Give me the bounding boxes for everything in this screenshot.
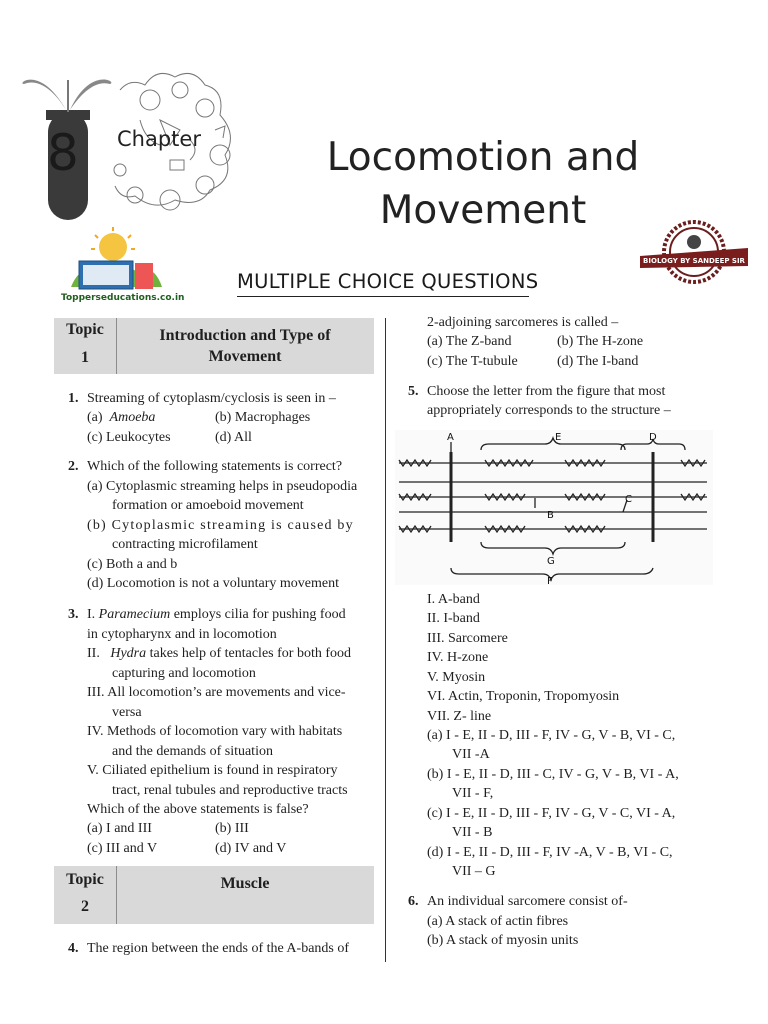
q3-statement-iv-cont: and the demands of situation [112, 744, 273, 759]
q1-option-a [87, 409, 155, 427]
q1-option-c: (c) Leukocytes [87, 430, 171, 445]
q5-list-item-7: VII. Z- line [427, 709, 492, 724]
q3-statement-ii [87, 645, 351, 663]
q6-option-a: (a) A stack of actin fibres [427, 914, 569, 929]
biology-logo-text: BIOLOGY BY SANDEEP SIR [643, 257, 745, 265]
q5-stem-cont: appropriately corresponds to the structure – [427, 403, 671, 418]
topic-2-bar [54, 866, 374, 924]
q1-option-d: (d) All [215, 430, 252, 445]
topic-2-title: Muscle [220, 875, 270, 892]
q3-ii-italic: Hydra [110, 646, 147, 661]
topic-2-label-cell [54, 866, 117, 924]
q6-option-b: (b) A stack of myosin units [427, 933, 579, 948]
q3-question: Which of the above statements is false? [87, 802, 309, 817]
topic-1-label-cell [54, 318, 117, 374]
q5-option-c-cont: VII - B [452, 825, 493, 840]
column-divider [385, 318, 386, 962]
q5-list-item-3: III. Sarcomere [427, 631, 508, 646]
q4-option-b: (b) The H-zone [557, 334, 644, 349]
q3-i-rest: employs cilia for pushing food [173, 607, 346, 622]
q3-option-a: (a) I and III [87, 821, 152, 836]
topic-1-bar [54, 318, 374, 374]
toppers-logo-text: Topperseducations.co.in [61, 293, 185, 303]
q3-ii-numeral: II. [87, 646, 100, 661]
q5-list-item-2: II. I-band [427, 611, 480, 626]
q4-option-c: (c) The T-tubule [427, 354, 518, 369]
q5-list-item-1: I. A-band [427, 592, 480, 607]
q5-option-d-cont: VII – G [452, 864, 496, 879]
chapter-label: Chapter [117, 127, 201, 151]
figure-label-b: B [547, 510, 554, 521]
q6-number: 6. [408, 894, 419, 909]
q5-option-a-cont: VII -A [452, 747, 490, 762]
chapter-title-line2: Movement [379, 188, 587, 233]
chapter-title-line1: Locomotion and [326, 135, 640, 180]
q2-option-a-cont: formation or amoeboid movement [112, 498, 304, 513]
q5-list-item-4: IV. H-zone [427, 650, 489, 665]
section-heading: MULTIPLE CHOICE QUESTIONS [237, 270, 539, 293]
q4-stem: The region between the ends of the A-bands of [87, 941, 350, 956]
q4-stem-cont: 2-adjoining sarcomeres is called – [427, 315, 619, 330]
q1-stem: Streaming of cytoplasm/cyclosis is seen in – [87, 391, 336, 406]
q3-statement-ii-cont: capturing and locomotion [112, 666, 256, 681]
biology-logo [640, 218, 748, 290]
figure-label-c: C [625, 494, 632, 505]
topic-2-label: Topic [66, 871, 104, 888]
q3-number: 3. [68, 607, 79, 622]
figure-label-e: E [555, 432, 562, 443]
q3-statement-v-cont: tract, renal tubules and reproductive tracts [112, 783, 348, 798]
q3-statement-i [87, 606, 346, 624]
q1-option-a-text: Amoeba [109, 410, 156, 425]
q3-option-b: (b) III [215, 821, 249, 836]
q2-stem: Which of the following statements is correct? [87, 459, 343, 474]
q5-option-d: (d) I - E, II - D, III - F, IV -A, V - B, VI - C, [427, 845, 673, 860]
q5-option-b: (b) I - E, II - D, III - C, IV - G, V - B, VI - A, [427, 767, 679, 782]
sarcomere-figure [395, 430, 713, 585]
figure-label-g: G [547, 556, 555, 567]
q2-option-c: (c) Both a and b [87, 557, 178, 572]
q5-option-c: (c) I - E, II - D, III - F, IV - G, V - C, VI - A, [427, 806, 676, 821]
q3-statement-iii: III. All locomotion’s are movements and vice- [87, 685, 346, 700]
q5-list-item-6: VI. Actin, Troponin, Tropomyosin [427, 689, 620, 704]
topic-1-label: Topic [66, 321, 104, 338]
q6-stem: An individual sarcomere consist of- [427, 894, 628, 909]
q4-option-a: (a) The Z-band [427, 334, 512, 349]
q2-option-b-cont: contracting microfilament [112, 537, 258, 552]
q2-option-b: (b) Cytoplasmic streaming is caused by [87, 518, 354, 533]
q5-number: 5. [408, 384, 419, 399]
q3-i-numeral: I. [87, 607, 96, 622]
topic-2-number: 2 [81, 898, 89, 915]
topic-1-title-line2: Movement [208, 348, 282, 365]
chapter-number: 8 [47, 124, 79, 182]
q3-ii-rest: takes help of tentacles for both food [149, 646, 351, 661]
q5-option-b-cont: VII - F, [452, 786, 494, 801]
q2-number: 2. [68, 459, 79, 474]
q2-option-d: (d) Locomotion is not a voluntary movement [87, 576, 339, 591]
q5-option-a: (a) I - E, II - D, III - F, IV - G, V - B, VI - C, [427, 728, 676, 743]
q1-option-a-letter: (a) [87, 410, 103, 425]
q3-statement-i-cont: in cytopharynx and in locomotion [87, 627, 277, 642]
q2-option-a: (a) Cytoplasmic streaming helps in pseudopodia [87, 479, 358, 494]
q3-statement-iv: IV. Methods of locomotion vary with habitats [87, 724, 343, 739]
q5-list-item-5: V. Myosin [427, 670, 486, 685]
heading-underline [237, 296, 529, 297]
q3-i-italic: Paramecium [98, 607, 171, 622]
q3-statement-iii-cont: versa [112, 705, 142, 720]
figure-label-f: F [547, 576, 553, 585]
q3-option-d: (d) IV and V [215, 841, 287, 856]
figure-label-d: D [649, 432, 657, 443]
q3-option-c: (c) III and V [87, 841, 158, 856]
topic-1-number: 1 [81, 349, 89, 366]
q5-stem: Choose the letter from the figure that most [427, 384, 666, 399]
q4-number: 4. [68, 941, 79, 956]
q4-option-d: (d) The I-band [557, 354, 639, 369]
figure-label-a: A [447, 432, 454, 443]
topic-1-title [116, 325, 374, 367]
q1-option-b: (b) Macrophages [215, 410, 311, 425]
topic-1-title-line1: Introduction and Type of [159, 327, 331, 344]
q3-statement-v: V. Ciliated epithelium is found in respiratory [87, 763, 338, 778]
q1-number: 1. [68, 391, 79, 406]
